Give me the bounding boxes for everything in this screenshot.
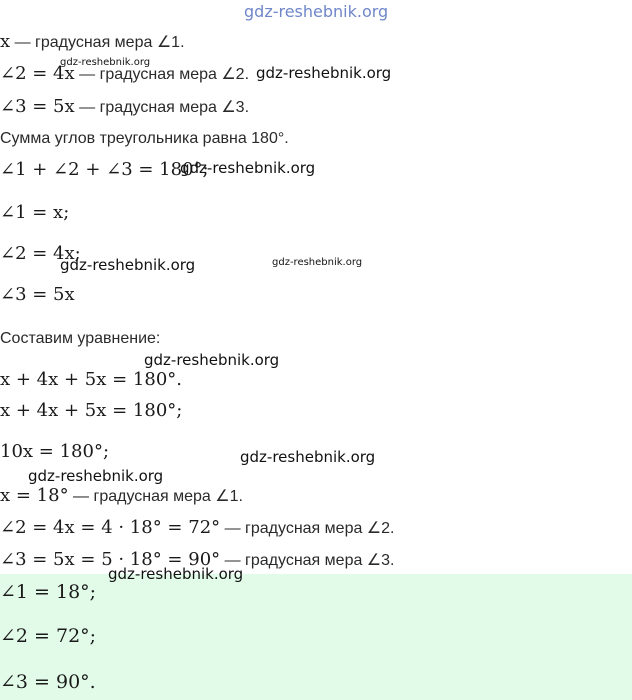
- solution-line: x = 18° — градусная мера ∠1.: [0, 485, 243, 506]
- solution-line: x — градусная мера ∠1.: [0, 31, 185, 52]
- watermark: gdz-reshebnik.org: [60, 256, 196, 274]
- answer-line: ∠1 = 18°;: [0, 581, 97, 603]
- watermark: gdz-reshebnik.org: [28, 467, 164, 485]
- solution-line: ∠2 = 4x;: [0, 243, 81, 264]
- watermark: gdz-reshebnik.org: [256, 64, 392, 82]
- watermark: gdz-reshebnik.org: [108, 565, 244, 583]
- watermark: gdz-reshebnik.org: [144, 351, 280, 369]
- solution-line: 10x = 180°;: [0, 441, 110, 462]
- solution-line: ∠3 = 5x — градусная мера ∠3.: [0, 96, 250, 117]
- solution-line: ∠2 = 4x = 4 · 18° = 72° — градусная мера ∠2.: [0, 517, 395, 538]
- watermark: gdz-reshebnik.org: [60, 57, 151, 68]
- solution-line: Сумма углов треугольника равна 180°.: [0, 130, 289, 147]
- solution-line: Составим уравнение:: [0, 330, 161, 347]
- answer-box: [0, 574, 632, 700]
- answer-line: ∠3 = 90°.: [0, 671, 96, 693]
- solution-line: x + 4x + 5x = 180°;: [0, 400, 183, 421]
- solution-line: x + 4x + 5x = 180°.: [0, 369, 183, 390]
- answer-line: ∠2 = 72°;: [0, 625, 97, 647]
- watermark-top: gdz-reshebnik.org: [244, 2, 389, 21]
- watermark: gdz-reshebnik.org: [180, 159, 316, 177]
- watermark: gdz-reshebnik.org: [272, 257, 363, 268]
- solution-line: ∠3 = 5x: [0, 284, 75, 305]
- watermark: gdz-reshebnik.org: [240, 448, 376, 466]
- solution-line: ∠3 = 5x = 5 · 18° = 90° — градусная мера ∠3.: [0, 549, 395, 570]
- solution-line: ∠2 = 4x — градусная мера ∠2.: [0, 63, 250, 84]
- solution-line: ∠1 + ∠2 + ∠3 = 180°;: [0, 159, 209, 180]
- solution-line: ∠1 = x;: [0, 202, 70, 223]
